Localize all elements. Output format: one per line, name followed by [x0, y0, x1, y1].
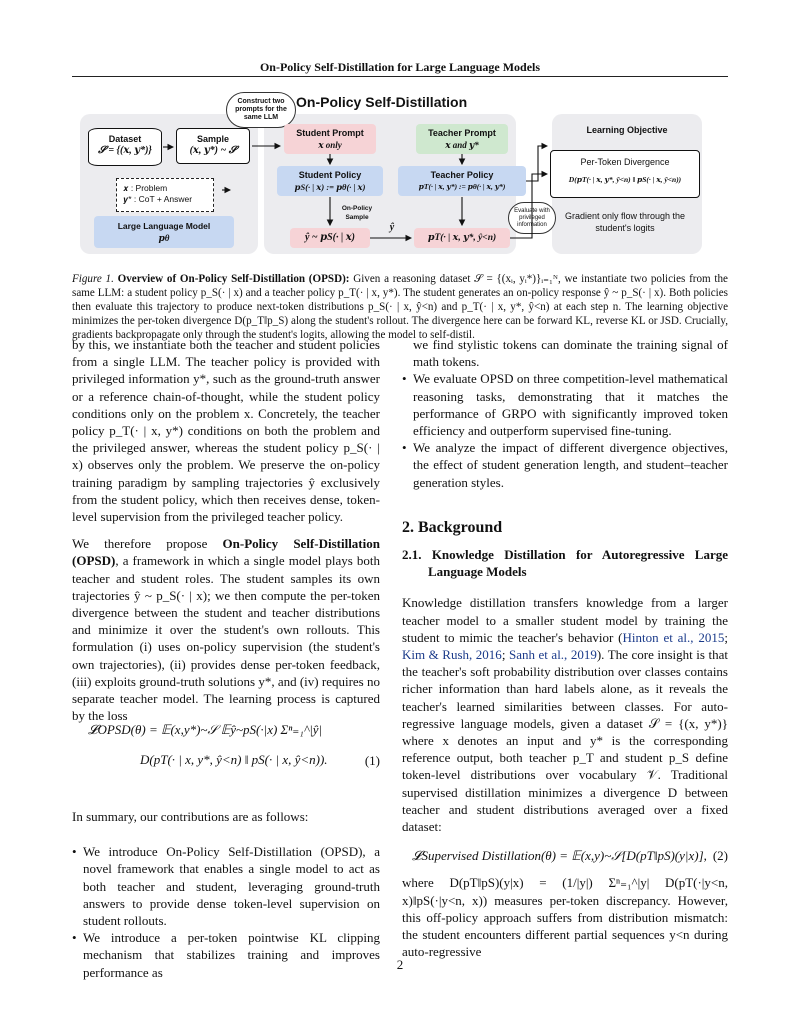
cloud-note-text: Construct two prompts for the same LLM — [235, 98, 287, 121]
left-paragraph-2 — [72, 535, 380, 724]
section-heading: 2. Background — [402, 518, 503, 536]
caption-bold: Overview of On-Policy Self-Distillation (OPSD): — [117, 273, 350, 285]
equation-2 — [412, 847, 728, 864]
gradient-note: Gradient only flow through the student's logits — [564, 211, 686, 233]
arrow-output-objective — [510, 174, 547, 238]
citation-kim[interactable]: Kim & Rush, 2016 — [402, 647, 502, 663]
teacher-prompt-title: Teacher Prompt — [428, 128, 496, 138]
contribution-item: • We introduce a per-token pointwise KL clipping mechanism that stabilizes training and improves performance as — [72, 929, 380, 981]
citation-sanh[interactable]: Sanh et al., 2019 — [508, 647, 597, 663]
contribution-item: • We evaluate OPSD on three competition-level mathematical reasoning tasks, demonstrating that it matches the performance of GRPO with significantly improved token efficiency and outperform supervised fine-tuning. — [402, 370, 728, 439]
left-p2-bold: On-Policy Self-Distillation (OPSD) — [72, 536, 380, 569]
caption-label: Figure 1. — [72, 273, 114, 285]
left-p2-end: , a framework in which a single model plays both teacher and student roles. The student samples its own trajectories ŷ ~ p_S(· | x); we then compute the per-token divergence between the student and teacher distributions and minimize it over the student's own rollouts. This formulation (i) uses on-policy supervision (the student's own trajectories), (ii) provides dense per-token feedback, (iii) exploits ground-truth solutions y*, and (iv) requires no separate teacher model. The learning process is captured by the loss — [72, 553, 380, 724]
divergence-formula: D(𝒑T(· | 𝒙, 𝒚*, ŷ<n) ‖ 𝒑S(· | 𝒙, ŷ<n)) — [568, 175, 682, 184]
figure-arrows — [72, 86, 728, 266]
problem-label: 𝒙 : Problem — [123, 183, 168, 193]
per-token-title: Per-Token Divergence — [580, 157, 670, 167]
left-column-2 — [72, 808, 380, 981]
llm-title: Large Language Model — [117, 221, 211, 231]
citation-sep: ; — [724, 629, 728, 645]
contributions-list-cont — [402, 370, 728, 490]
eq1-line1: 𝓛OPSD(θ) = 𝔼(x,y*)~𝒮 𝔼ŷ~pS(·|x) Σⁿ₌₁^|ŷ| — [88, 722, 323, 737]
eq1-number: (1) — [364, 753, 380, 768]
llm-formula: 𝒑θ — [158, 233, 170, 243]
student-prompt-body: 𝒙 only — [318, 140, 342, 150]
figure-title: On-Policy Self-Distillation — [296, 94, 468, 110]
right-continuation: we find stylistic tokens can dominate the training signal of math tokens. — [413, 337, 728, 370]
teacher-policy-formula: 𝒑T(· | 𝒙, 𝒚*) := 𝒑θ(· | 𝒙, 𝒚*) — [418, 182, 506, 191]
figure-1 — [72, 86, 728, 266]
evaluate-bubble-text: Evaluate with privileged information — [514, 208, 550, 228]
contribution-item: • We analyze the impact of different divergence objectives, the effect of student generation length, and student–teacher generation styles. — [402, 439, 728, 491]
sample-title: Sample — [196, 134, 229, 144]
sample-formula: (𝒙, 𝒚*) ~ 𝓢 — [189, 145, 237, 156]
teacher-output-box: 𝒑T(· | 𝒙, 𝒚*, ŷ<n) — [414, 228, 510, 248]
teacher-prompt-body: 𝒙 and 𝒚* — [445, 140, 479, 150]
objective-title: Learning Objective — [586, 125, 668, 135]
right-p1-end: ). The core insight is that the teacher's soft probability distribution over classes contains richer information than hard labels alone, as it reveals the teacher's learned similarities between classes. For auto-regressive language models, given a dataset 𝒮 = {(x, y*)} where x denotes an input and y* is the corresponding reference output, both teacher p_T and student p_S define token-level distributions over vocabulary 𝒱. Traditional supervised distillation minimizes a divergence D between teacher and student distributions averaged over a fixed dataset: — [402, 647, 728, 835]
dataset-title: Dataset — [108, 134, 142, 144]
caption-text: Given a reasoning dataset 𝒮 = {(xᵢ, yᵢ*)}ᵢ₌₁ᴺ, we instantiate two policies from the same LLM: a student policy p_S(· | x) and a teacher policy p_T(· | x, y*). The student generates an on-policy response ŷ ~ p_S(· | x). Both policies then evaluate this trajectory to produce next-token distributions p_S(· | x, ŷ<n) and p_T(· | x, y*, ŷ<n) at each step n. The learning objective minimizes the per-token divergence D(p_T‖p_S) along the student's rollout. The divergence here can be forward KL, reverse KL or JSD. Crucially, gradients backpropagate only through the student's logits, allowing the model to self-distil. — [72, 273, 728, 342]
right-column — [402, 336, 728, 961]
subsection-heading: 2.1. Knowledge Distillation for Autoregressive Large Language Models — [402, 547, 728, 580]
student-prompt-title: Student Prompt — [296, 128, 364, 138]
page-number: 2 — [396, 957, 404, 972]
student-policy-title: Student Policy — [298, 170, 362, 180]
header-rule — [72, 76, 728, 77]
eq1-line2: D(pT(· | x, y*, ŷ<n) ‖ pS(· | x, ŷ<n)). — [140, 752, 328, 767]
student-policy-formula: 𝒑S(· | 𝒙) := 𝒑θ(· | 𝒙) — [294, 182, 366, 192]
figure-caption — [72, 272, 728, 342]
eq2-body: 𝓛Supervised Distillation(θ) = 𝔼(x,y)~𝒮[D(pT‖pS)(y|x)], — [412, 848, 707, 864]
on-policy-label: On-Policy Sample — [341, 205, 373, 221]
eq2-number: (2) — [712, 848, 728, 864]
citation-sep: ; — [501, 647, 509, 663]
contribution-item: • We introduce On-Policy Self-Distillation (OPSD), a novel framework that enables a single model to act as both teacher and student, leveraging ground-truth answers to provide dense token-level supervision on student rollouts. — [72, 843, 380, 929]
left-column — [72, 336, 380, 724]
answer-label: 𝒚* : CoT + Answer — [123, 194, 193, 204]
right-paragraph-2: where D(pT‖pS)(y|x) = (1/|y|) Σⁿ₌₁^|y| D(pT(·|y<n, x)‖pS(·|y<n, x)) measures per-token discrepancy. However, this off-policy approach suffers from distribution mismatch: the student encounters different partial sequences y<n during auto-regressive — [402, 875, 728, 960]
student-sample-box: ŷ ~ 𝒑S(· | 𝒙) — [290, 228, 370, 248]
left-paragraph-1: by this, we instantiate both the teacher and student policies from a single LLM. The teacher policy is provided with privileged information y*, such as the ground-truth answer or a reference chain-of-thought, while the student policy conditions only on the problem x. Concretely, the teacher policy p_T(· | x, y*) conditions on both the problem and the privileged answer, whereas the student policy p_S(· | x) observes only the problem. We preserve the on-policy training paradigm by sampling trajectories ŷ exclusively from the student policy, which then receives dense, token-level supervision from the privileged teacher policy. — [72, 337, 380, 525]
right-p1-start: Knowledge distillation transfers knowledge from a larger teacher model to a smaller student model by training the student to mimic the teacher's behavior ( — [402, 595, 728, 645]
equation-1 — [88, 722, 380, 768]
arrow-sample-objective — [526, 146, 547, 181]
yhat-arrow-label: ŷ — [389, 222, 395, 233]
running-head: On-Policy Self-Distillation for Large Language Models — [259, 60, 541, 74]
teacher-policy-title: Teacher Policy — [430, 170, 494, 180]
dataset-formula: 𝓢 = {(𝒙, 𝒚*)} — [98, 145, 152, 156]
citation-hinton[interactable]: Hinton et al., 2015 — [622, 629, 725, 645]
left-paragraph-3: In summary, our contributions are as follows: — [72, 809, 309, 824]
left-p2-start: We therefore propose — [72, 536, 223, 552]
right-paragraph-1 — [402, 594, 728, 835]
